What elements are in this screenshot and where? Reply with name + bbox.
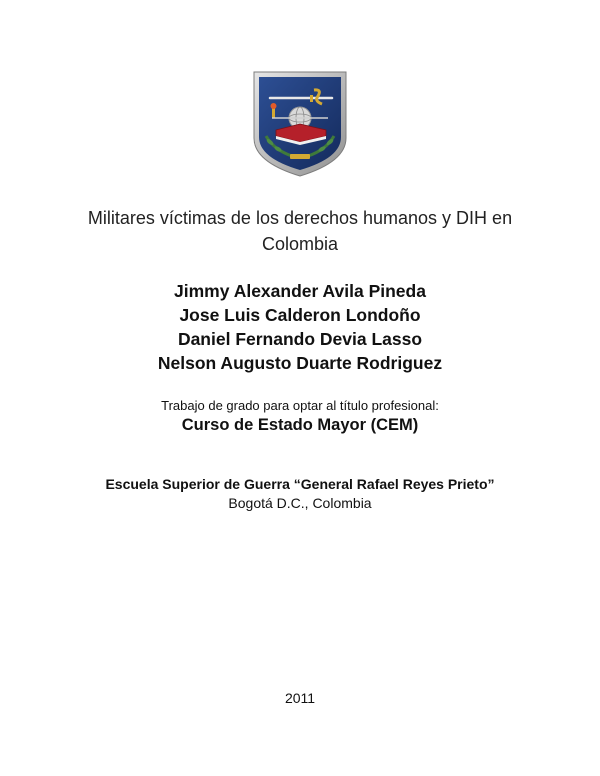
institution-name: Escuela Superior de Guerra “General Rafael Reyes Prieto”	[105, 476, 495, 492]
military-school-crest-icon	[252, 70, 348, 178]
degree-title: Curso de Estado Mayor (CEM)	[181, 416, 419, 434]
author-name: Nelson Augusto Duarte Rodriguez	[157, 353, 443, 373]
document-year: 2011	[284, 690, 316, 706]
author-name: Jose Luis Calderon Londoño	[179, 305, 421, 325]
document-title-line-2: Colombia	[261, 234, 339, 254]
institution-city: Bogotá D.C., Colombia	[228, 495, 372, 511]
author-name: Jimmy Alexander Avila Pineda	[174, 281, 426, 301]
degree-intro: Trabajo de grado para optar al título profesional:	[161, 398, 439, 413]
document-title-line-1: Militares víctimas de los derechos humanos y DIH en	[87, 208, 513, 228]
author-name: Daniel Fernando Devia Lasso	[177, 329, 423, 349]
